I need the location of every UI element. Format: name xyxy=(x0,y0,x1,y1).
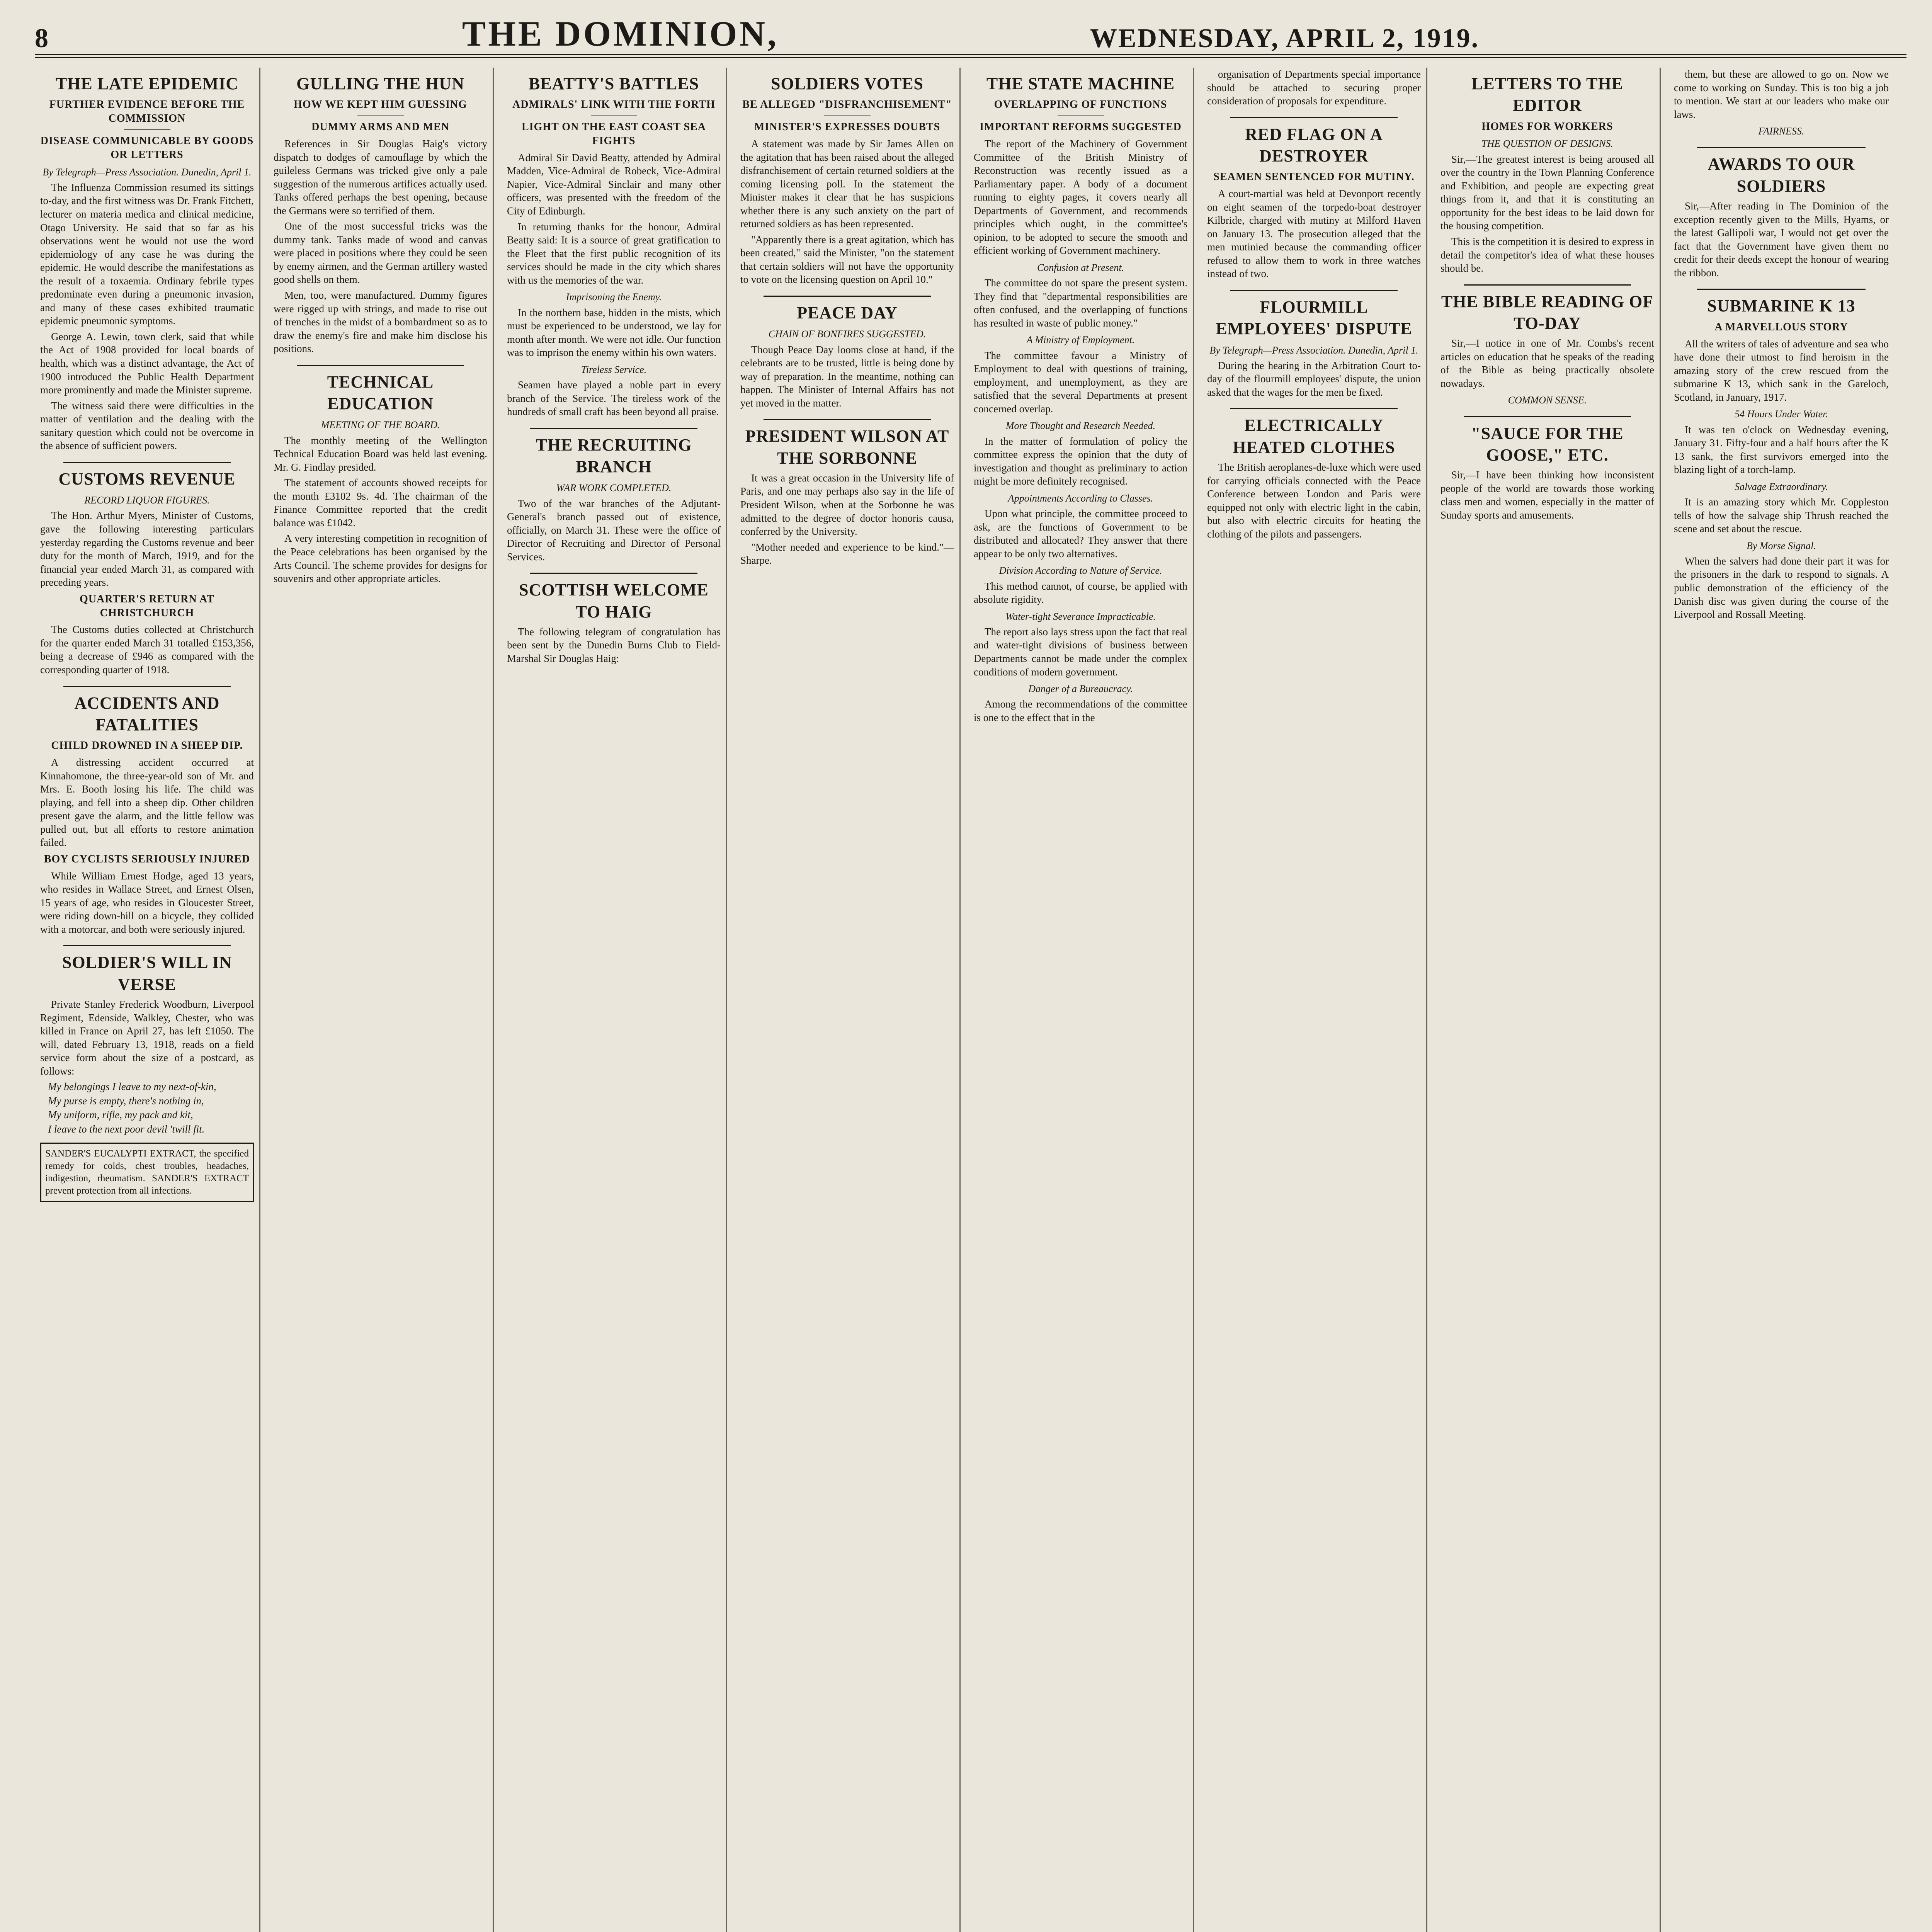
paragraph: Sir,—I have been thinking how inconsistent people of the world are towards those working class men and women, especially in the matter of Sunday sports and amusements. xyxy=(1440,469,1654,521)
subheadline: DUMMY ARMS AND MEN xyxy=(311,121,449,133)
divider xyxy=(1230,117,1398,118)
advertisement: SANDER'S EUCALYPTI EXTRACT, the specified remedy for colds, chest troubles, headaches, indigestion, rheumatism. SANDER'S EXTRACT prevent protection from all infections. xyxy=(40,1143,254,1202)
headline-customs-revenue: CUSTOMS REVENUE xyxy=(58,469,236,488)
paragraph: It was ten o'clock on Wednesday evening, January 31. Fifty-four and a half hours after the K 13 sank, the first survivors emerged into the blazing light of a torch-lamp. xyxy=(1674,423,1889,476)
paragraph: Though Peace Day looms close at hand, if the celebrants are to be trusted, little is being done by way of preparation. In the meantime, nothing can happen. The Minister of Internal Affairs has not yet moved in the matter. xyxy=(740,344,954,409)
page-number: 8 xyxy=(35,24,48,53)
paragraph: While William Ernest Hodge, aged 13 years, who resides in Wallace Street, and Ernest Olsen, 15 years of age, who resides in Gloucester Street, were riding down-hill on a bicycle, they collided with a motorcar, and both were seriously injured. xyxy=(40,870,254,935)
headline-beattys-battles: BEATTY'S BATTLES xyxy=(528,74,699,93)
headline-president-wilson: PRESIDENT WILSON AT THE SORBONNE xyxy=(745,427,949,468)
subheadline: CHILD DROWNED IN A SHEEP DIP. xyxy=(51,740,243,752)
subheadline: BE ALLEGED "DISFRANCHISEMENT" xyxy=(742,99,952,111)
divider xyxy=(1697,147,1866,148)
paragraph: References in Sir Douglas Haig's victory dispatch to dodges of camouflage by which the guileless Germans was tricked give only a pale suggestion of the numerous artifices actually used. Tanks offered perhaps the best opening, because the Germans were so terrified of them. xyxy=(274,138,487,216)
divider xyxy=(63,686,231,687)
paragraph: Men, too, were manufactured. Dummy figures were rigged up with strings, and made to rise out of trenches in the midst of a bombardment so as to draw the enemy's fire and make him disclose his positions. xyxy=(274,289,487,355)
section-heading: By Morse Signal. xyxy=(1747,540,1816,551)
section-heading: A Ministry of Employment. xyxy=(1026,334,1135,346)
paragraph: It was a great occasion in the University life of Paris, and one may perhaps also say in the life of President Wilson, when at the Sorbonne he was admitted to the degree of doctor honoris causa, conferred by the University. xyxy=(740,472,954,537)
subheadline: ADMIRALS' LINK WITH THE FORTH xyxy=(512,99,715,111)
paragraph: Sir,—I notice in one of Mr. Combs's recent articles on education that he speaks of the reading of the Bible as being practically obsolete nowadays. xyxy=(1440,337,1654,389)
paragraph: Admiral Sir David Beatty, attended by Admiral Madden, Vice-Admiral de Robeck, Vice-Admiral Napier, Vice-Admiral Sinclair and many other officers, was presented with the freedom of the City of Edinburgh. xyxy=(507,151,721,217)
column-1 xyxy=(35,68,260,1932)
section-heading: Salvage Extraordinary. xyxy=(1735,481,1828,492)
headline-submarine-k13: SUBMARINE K 13 xyxy=(1707,296,1855,316)
section-heading: Confusion at Present. xyxy=(1037,262,1124,273)
divider xyxy=(1464,284,1631,286)
headline-red-flag: RED FLAG ON A DESTROYER xyxy=(1245,124,1383,165)
paper-name: THE DOMINION, xyxy=(462,14,779,53)
divider xyxy=(530,573,697,574)
divider xyxy=(1230,408,1398,409)
headline-quarters-return: QUARTER'S RETURN AT CHRISTCHURCH xyxy=(80,593,214,619)
section-heading: Water-tight Severance Impracticable. xyxy=(1005,611,1156,622)
paragraph: This is the competition it is desired to express in detail the competitor's idea of what these houses should be. xyxy=(1440,236,1654,274)
section-heading: More Thought and Research Needed. xyxy=(1005,420,1156,432)
headline-accidents: ACCIDENTS AND FATALITIES xyxy=(74,693,220,734)
verse-line: My uniform, rifle, my pack and kit, xyxy=(48,1109,193,1121)
byline: By Telegraph—Press Association. Dunedin, April 1. xyxy=(1209,344,1418,356)
byline: By Telegraph—Press Association. Dunedin, April 1. xyxy=(43,166,252,178)
headline-gulling-the-hun: GULLING THE HUN xyxy=(296,74,464,93)
paragraph: A court-martial was held at Devonport recently on eight seamen of the torpedo-boat destroyer Kilbride, charged with mutiny at Milford Haven on January 13. The prosecution alleged that the men mutinied because the commanding officer refused to allow them to work in three watches instead of two. xyxy=(1207,188,1421,280)
headline-sauce-for-goose: "SAUCE FOR THE GOOSE," ETC. xyxy=(1471,423,1624,465)
paragraph: A very interesting competition in recognition of the Peace celebrations has been organised by the Arts Council. The scheme provides for designs for souvenirs and other appropriate articles. xyxy=(274,532,487,585)
paragraph: The committee favour a Ministry of Employment to deal with questions of training, employment, and unemployment, as they are satisfied that the several Departments at present concerned overlap. xyxy=(974,349,1187,415)
subheadline: THE QUESTION OF DESIGNS. xyxy=(1481,138,1613,150)
subheadline: WAR WORK COMPLETED. xyxy=(556,482,672,494)
subheadline: MINISTER'S EXPRESSES DOUBTS xyxy=(754,121,940,133)
paragraph: The Hon. Arthur Myers, Minister of Customs, gave the following interesting particulars yesterday regarding the Customs revenue and beer duty for the month of March, 1919, and for the financial year ended March 31, as compared with preceding years. xyxy=(40,510,254,588)
subheadline: FURTHER EVIDENCE BEFORE THE COMMISSION xyxy=(49,99,245,125)
column-8 xyxy=(1668,68,1894,1932)
section-heading: Division According to Nature of Service. xyxy=(999,565,1162,577)
paragraph: Sir,—After reading in The Dominion of the exception recently given to the Mills, Hyams, or the latest Gallipoli war, I would not get over the fact that the Government have given them no credit for their deeds except the honour of wearing the ribbon. xyxy=(1674,200,1889,279)
section-heading: Imprisoning the Enemy. xyxy=(566,291,662,303)
paragraph: The report also lays stress upon the fact that real and water-tight divisions of business between Departments cannot be made under the complex conditions of modern government. xyxy=(974,626,1187,678)
paragraph: "Mother needed and experience to be kind."—Sharpe. xyxy=(740,541,954,566)
subheadline: DISEASE COMMUNICABLE BY GOODS OR LETTERS xyxy=(40,134,254,161)
column-3 xyxy=(502,68,727,1932)
verse-line: I leave to the next poor devil 'twill fit. xyxy=(48,1123,205,1135)
paragraph: The Influenza Commission resumed its sittings to-day, and the first witness was Dr. Frank Fitchett, lecturer on materia medica and clinical medicine, Otago University. He said that so far as his observations went he would not use the word epidemiology of any case he was during the epidemic. He would describe the manifestations as the result of a toxaemia. Ordinary febrile types predominate even during a pneumonic invasion, and many of these cases exhibited traumatic epidemic pneumonic symptoms. xyxy=(40,181,254,327)
paragraph: In returning thanks for the honour, Admiral Beatty said: It is a source of great gratification to the Fleet that the first public recognition of its services should be made in the city which shares with us the memories of the war. xyxy=(507,221,721,286)
paragraph: Private Stanley Frederick Woodburn, Liverpool Regiment, Edenside, Walkley, Chester, who was killed in France on April 27, has left £1050. The will, dated February 13, 1918, reads on a field service form about the size of a postcard, as follows: xyxy=(40,998,254,1077)
verse-line: My belongings I leave to my next-of-kin, xyxy=(48,1081,216,1093)
paragraph: Sir,—The greatest interest is being aroused all over the country in the Town Planning Conference and Exhibition, and people are expecting great things from it, and that it is constituting an opportunity for the best ideas to be laid down for the housing competition. xyxy=(1440,153,1654,232)
paragraph: The committee do not spare the present system. They find that "departmental responsibilities are often confused, and the overlapping of functions has resulted in waste of public money." xyxy=(974,277,1187,329)
signature: COMMON SENSE. xyxy=(1508,395,1587,406)
divider xyxy=(764,419,931,420)
headline-awards-soldiers: AWARDS TO OUR SOLDIERS xyxy=(1708,155,1855,196)
headline-soldiers-will: SOLDIER'S WILL IN VERSE xyxy=(62,953,232,994)
paragraph: When the salvers had done their part it was for the prisoners in the dark to respond to signals. A public demonstration of the efficiency of the Danish disc was given during the course of the Liverpool and Rossall Meeting. xyxy=(1674,555,1889,621)
column-2 xyxy=(268,68,494,1932)
subheadline: LIGHT ON THE EAST COAST SEA FIGHTS xyxy=(522,121,706,147)
column-5 xyxy=(968,68,1194,1932)
headline-scottish-welcome: SCOTTISH WELCOME TO HAIG xyxy=(519,580,709,621)
subheadline: RECORD LIQUOR FIGURES. xyxy=(84,495,210,506)
section-heading: Appointments According to Classes. xyxy=(1008,492,1153,504)
paragraph: A distressing accident occurred at Kinnahomone, the three-year-old son of Mr. and Mrs. E. Booth losing his life. The child was playing, and fell into a sheep dip. Other children present gave the alarm, and the little fellow was pulled out, but all efforts to restore animation failed. xyxy=(40,756,254,849)
verse xyxy=(40,1080,254,1136)
subheadline: SEAMEN SENTENCED FOR MUTINY. xyxy=(1213,171,1415,183)
paragraph: The British aeroplanes-de-luxe which were used for carrying officials connected with the Peace Conference between London and Paris were equipped not only with electric light in the cabin, but also with electric circuits for heating the clothing of the pilots and passengers. xyxy=(1207,461,1421,540)
paragraph: The monthly meeting of the Wellington Technical Education Board was held last evening. Mr. G. Findlay presided. xyxy=(274,434,487,473)
divider xyxy=(764,296,931,297)
subheadline: BOY CYCLISTS SERIOUSLY INJURED xyxy=(44,853,250,865)
divider xyxy=(63,945,231,946)
verse-line: My purse is empty, there's nothing in, xyxy=(48,1095,204,1107)
headline-flourmill-dispute: FLOURMILL EMPLOYEES' DISPUTE xyxy=(1216,297,1412,338)
paragraph: During the hearing in the Arbitration Court to-day of the flourmill employees' dispute, the union asked that the wages for the men be fixed. xyxy=(1207,359,1421,398)
column-7 xyxy=(1435,68,1661,1932)
paragraph: Upon what principle, the committee proceed to ask, are the functions of Government to be distributed and allocated? They answer that there appear to be only two alternatives. xyxy=(974,508,1187,560)
headline-peace-day: PEACE DAY xyxy=(797,303,898,322)
headline-technical-education: TECHNICAL EDUCATION xyxy=(327,372,434,413)
paragraph: One of the most successful tricks was the dummy tank. Tanks made of wood and canvas were placed in positions where they could be seen by enemy airmen, and the German artillery wasted good shells on them. xyxy=(274,220,487,286)
paragraph: This method cannot, of course, be applied with absolute rigidity. xyxy=(974,580,1187,605)
paragraph: George A. Lewin, town clerk, said that while the Act of 1908 provided for local boards of health, which was a distinct advantage, the Act of 1900 introduced the Public Health Department more prominently and made the Minister supreme. xyxy=(40,330,254,396)
divider xyxy=(1464,416,1631,417)
paragraph: Two of the war branches of the Adjutant-General's branch passed out of existence, officially, on March 31. These were the office of Director of Recruiting and Director of Personal Services. xyxy=(507,497,721,563)
headline-heated-clothes: ELECTRICALLY HEATED CLOTHES xyxy=(1233,416,1395,457)
divider xyxy=(124,129,170,130)
paragraph: Among the recommendations of the committee is one to the effect that in the xyxy=(974,698,1187,723)
paragraph: The following telegram of congratulation has been sent by the Dunedin Burns Club to Field-Marshal Sir Douglas Haig: xyxy=(507,626,721,664)
paragraph: In the northern base, hidden in the mists, which must be experienced to be understood, we lay for month after month. We were not idle. Our function was to imprison the enemy within his own waters. xyxy=(507,306,721,359)
paragraph: them, but these are allowed to go on. Now we come to working on Sunday. This is too big a job to mention. We start at our leaders who make our laws. xyxy=(1674,68,1889,120)
subheadline: A MARVELLOUS STORY xyxy=(1714,321,1848,333)
subheadline: HOMES FOR WORKERS xyxy=(1481,120,1613,133)
headline-state-machine: THE STATE MACHINE xyxy=(986,74,1175,93)
paragraph: The witness said there were difficulties in the matter of ventilation and the dealing with the sanitary question which could not be overcome in the absence of sufficient powers. xyxy=(40,400,254,452)
subheadline: OVERLAPPING OF FUNCTIONS xyxy=(994,99,1167,111)
masthead xyxy=(35,12,1906,58)
subheadline: HOW WE KEPT HIM GUESSING xyxy=(294,99,467,111)
paragraph: Seamen have played a noble part in every branch of the Service. The tireless work of the hundreds of small craft has been beyond all praise. xyxy=(507,379,721,418)
signature: FAIRNESS. xyxy=(1758,126,1804,137)
paragraph: In the matter of formulation of policy the committee express the opinion that the duty of investigation and thought as preliminary to action might be more definitely recognised. xyxy=(974,435,1187,487)
headline-letters-to-editor: LETTERS TO THE EDITOR xyxy=(1471,74,1624,115)
headline-recruiting-branch: THE RECRUITING BRANCH xyxy=(536,435,692,476)
subheadline: MEETING OF THE BOARD. xyxy=(321,419,440,431)
divider xyxy=(297,365,464,366)
paragraph: The Customs duties collected at Christchurch for the quarter ended March 31 totalled £153,356, being a decrease of £946 as compared with the corresponding quarter of 1918. xyxy=(40,624,254,675)
paragraph: It is an amazing story which Mr. Coppleston tells of how the salvage ship Thrush reached the scene and set about the rescue. xyxy=(1674,496,1889,535)
columns xyxy=(35,68,1906,1932)
section-heading: Tireless Service. xyxy=(581,364,647,375)
subheadline: IMPORTANT REFORMS SUGGESTED xyxy=(980,121,1182,133)
paragraph: A statement was made by Sir James Allen on the agitation that has been raised about the alleged disfranchisement of certain returned soldiers at the coming licensing poll. In the statement the Minister makes it clear that he has suspicions whether there is any such anxiety on the part of returned soldiers as has been represented. xyxy=(740,138,954,230)
paragraph: The report of the Machinery of Government Committee of the British Ministry of Reconstruction was recently issued as a Parliamentary paper. A body of a document running to eighty pages, it covers nearly all Departments of Government, and recommends principles which ought, in the committee's opinion, to be adopted to secure the smooth and efficient working of Government machinery. xyxy=(974,138,1187,257)
subheadline: CHAIN OF BONFIRES SUGGESTED. xyxy=(768,328,926,340)
divider xyxy=(63,462,231,463)
paragraph: organisation of Departments special importance should be attached to securing proper consideration of proposals for expenditure. xyxy=(1207,68,1421,107)
column-6 xyxy=(1202,68,1427,1932)
divider xyxy=(1230,290,1398,291)
paragraph: The statement of accounts showed receipts for the month £3102 9s. 4d. The chairman of the Finance Committee reported that the credit balance was £1042. xyxy=(274,477,487,529)
column-4 xyxy=(735,68,961,1932)
headline-bible-reading: THE BIBLE READING OF TO-DAY xyxy=(1441,292,1654,333)
paragraph: "Apparently there is a great agitation, which has been created," said the Minister, "on the statement that certain soldiers will not have the opportunity to vote on the licensing question on April 10." xyxy=(740,233,954,286)
issue-date: WEDNESDAY, APRIL 2, 1919. xyxy=(1090,24,1480,53)
divider xyxy=(530,428,697,429)
paragraph: All the writers of tales of adventure and sea who have done their utmost to find heroism in the amazing story of the crew rescued from the submarine K 13, which sank in the Gareloch, Scotland, in January, 1917. xyxy=(1674,338,1889,403)
headline-soldiers-votes: SOLDIERS VOTES xyxy=(770,74,924,93)
section-heading: 54 Hours Under Water. xyxy=(1735,408,1828,420)
headline-late-epidemic: THE LATE EPIDEMIC xyxy=(55,74,239,93)
divider xyxy=(1697,289,1866,290)
section-heading: Danger of a Bureaucracy. xyxy=(1028,683,1133,695)
